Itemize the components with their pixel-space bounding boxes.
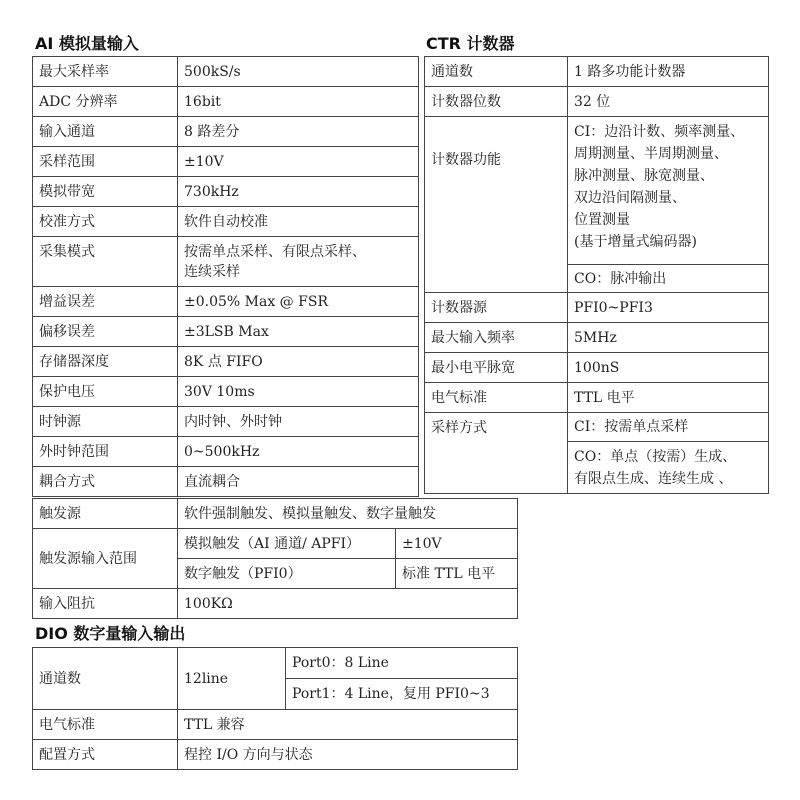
analog-trigger-name: 模拟触发（AI 通道/ APFI） bbox=[178, 529, 396, 559]
row-value: 8K 点 FIFO bbox=[178, 347, 419, 377]
row-value: 100nS bbox=[568, 353, 769, 383]
row-label: 最小电平脉宽 bbox=[425, 353, 568, 383]
table-row bbox=[33, 87, 419, 117]
row-value: ±0.05% Max @ FSR bbox=[178, 287, 419, 317]
table-row bbox=[33, 147, 419, 177]
counter-ci-functions: CI：边沿计数、频率测量、 周期测量、半周期测量、 脉冲测量、脉宽测量、 双边沿间隔测量、 位置测量 (基于增量式编码器) bbox=[568, 117, 769, 265]
row-value: 按需单点采样、有限点采样、 连续采样 bbox=[178, 237, 419, 287]
sampling-ci: CI：按需单点采样 bbox=[568, 413, 769, 442]
dio-spec-table bbox=[32, 647, 518, 770]
row-value: 直流耦合 bbox=[178, 467, 419, 497]
row-label: 最大采样率 bbox=[33, 57, 178, 87]
sampling-co: CO：单点（按需）生成、 有限点生成、连续生成 、 bbox=[568, 442, 769, 494]
row-value: 内时钟、外时钟 bbox=[178, 407, 419, 437]
row-label: 存储器深度 bbox=[33, 347, 178, 377]
row-label: 时钟源 bbox=[33, 407, 178, 437]
row-value: 1 路多功能计数器 bbox=[568, 57, 769, 87]
table-row bbox=[33, 237, 419, 287]
row-label: 输入通道 bbox=[33, 117, 178, 147]
row-value: ±3LSB Max bbox=[178, 317, 419, 347]
table-row bbox=[33, 529, 518, 559]
ctr-spec-table bbox=[424, 56, 769, 494]
row-label: 偏移误差 bbox=[33, 317, 178, 347]
table-row bbox=[33, 648, 518, 679]
table-row bbox=[33, 740, 518, 770]
row-value: 5MHz bbox=[568, 323, 769, 353]
table-row bbox=[33, 710, 518, 740]
row-label: 计数器功能 bbox=[425, 117, 568, 293]
row-label: ADC 分辨率 bbox=[33, 87, 178, 117]
table-row bbox=[33, 317, 419, 347]
row-label: 采样范围 bbox=[33, 147, 178, 177]
row-label: 校准方式 bbox=[33, 207, 178, 237]
row-label: 通道数 bbox=[425, 57, 568, 87]
table-row bbox=[33, 407, 419, 437]
row-value: 12line bbox=[178, 648, 286, 710]
port1-info: Port1：4 Line，复用 PFI0~3 bbox=[286, 679, 518, 710]
row-label: 最大输入频率 bbox=[425, 323, 568, 353]
row-label: 计数器位数 bbox=[425, 87, 568, 117]
ai-section-title: AI 模拟量输入 bbox=[35, 34, 139, 53]
row-value: 32 位 bbox=[568, 87, 769, 117]
row-value: 30V 10ms bbox=[178, 377, 419, 407]
table-row bbox=[33, 437, 419, 467]
row-value: 软件强制触发、模拟量触发、数字量触发 bbox=[178, 499, 518, 529]
table-row bbox=[33, 589, 518, 619]
table-row bbox=[33, 117, 419, 147]
row-value: 程控 I/O 方向与状态 bbox=[178, 740, 518, 770]
row-value: 500kS/s bbox=[178, 57, 419, 87]
table-row bbox=[33, 57, 419, 87]
table-row bbox=[425, 323, 769, 353]
row-value: PFI0~PFI3 bbox=[568, 293, 769, 323]
row-label: 通道数 bbox=[33, 648, 178, 710]
row-label: 配置方式 bbox=[33, 740, 178, 770]
table-row bbox=[425, 57, 769, 87]
row-label: 电气标准 bbox=[33, 710, 178, 740]
row-label: 计数器源 bbox=[425, 293, 568, 323]
row-value: ±10V bbox=[178, 147, 419, 177]
port0-info: Port0：8 Line bbox=[286, 648, 518, 679]
digital-trigger-value: 标准 TTL 电平 bbox=[396, 559, 518, 589]
ai-trigger-table bbox=[32, 498, 518, 619]
table-row bbox=[425, 383, 769, 413]
table-row bbox=[425, 87, 769, 117]
row-label: 触发源 bbox=[33, 499, 178, 529]
row-label: 增益误差 bbox=[33, 287, 178, 317]
table-row bbox=[33, 377, 419, 407]
row-label: 模拟带宽 bbox=[33, 177, 178, 207]
row-label: 外时钟范围 bbox=[33, 437, 178, 467]
row-value: 730kHz bbox=[178, 177, 419, 207]
row-label: 触发源输入范围 bbox=[33, 529, 178, 589]
row-label: 电气标准 bbox=[425, 383, 568, 413]
row-value: 0~500kHz bbox=[178, 437, 419, 467]
dio-section-title: DIO 数字量输入输出 bbox=[35, 624, 186, 643]
counter-co-functions: CO：脉冲输出 bbox=[568, 265, 769, 293]
table-row bbox=[425, 413, 769, 442]
table-row bbox=[425, 117, 769, 265]
ai-spec-table bbox=[32, 56, 419, 497]
digital-trigger-name: 数字触发（PFI0） bbox=[178, 559, 396, 589]
table-row bbox=[33, 287, 419, 317]
row-label: 保护电压 bbox=[33, 377, 178, 407]
row-value: 16bit bbox=[178, 87, 419, 117]
row-value: TTL 电平 bbox=[568, 383, 769, 413]
table-row bbox=[425, 293, 769, 323]
table-row bbox=[33, 207, 419, 237]
row-label: 输入阻抗 bbox=[33, 589, 178, 619]
row-value: TTL 兼容 bbox=[178, 710, 518, 740]
ctr-section-title: CTR 计数器 bbox=[426, 34, 515, 53]
table-row bbox=[33, 499, 518, 529]
row-label: 耦合方式 bbox=[33, 467, 178, 497]
row-value: 软件自动校准 bbox=[178, 207, 419, 237]
table-row bbox=[33, 467, 419, 497]
table-row bbox=[33, 347, 419, 377]
analog-trigger-value: ±10V bbox=[396, 529, 518, 559]
row-label: 采集模式 bbox=[33, 237, 178, 287]
row-value: 100KΩ bbox=[178, 589, 518, 619]
table-row bbox=[33, 177, 419, 207]
row-value: 8 路差分 bbox=[178, 117, 419, 147]
table-row bbox=[425, 353, 769, 383]
row-label: 采样方式 bbox=[425, 413, 568, 494]
